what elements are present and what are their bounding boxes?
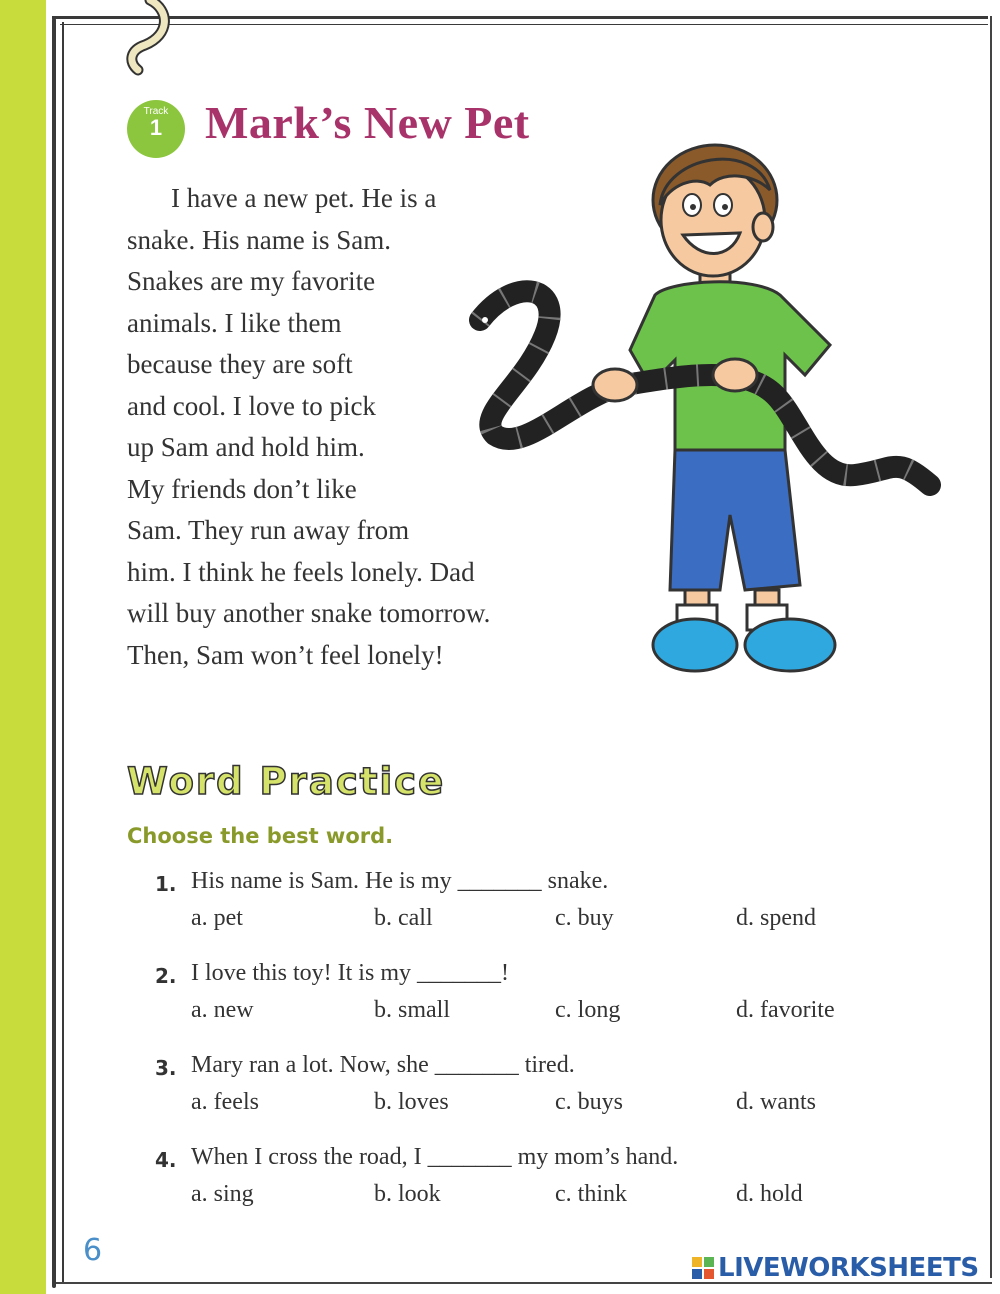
- track-number: 1: [149, 115, 163, 140]
- question-text: I love this toy! It is my _______!: [191, 960, 509, 986]
- instruction-text: Choose the best word.: [127, 824, 394, 848]
- section-title: Word Practice: [127, 760, 446, 803]
- frame-border-top: [52, 16, 988, 19]
- frame-border-left: [52, 18, 56, 1288]
- question-number: 2.: [155, 964, 177, 988]
- page-number: 6: [83, 1233, 103, 1268]
- story-line: Snakes are my favorite: [127, 266, 376, 296]
- option-d[interactable]: d. hold: [736, 1181, 803, 1207]
- option-b[interactable]: b. small: [374, 997, 450, 1023]
- option-c[interactable]: c. buys: [555, 1089, 623, 1115]
- option-a[interactable]: a. new: [191, 997, 254, 1023]
- story-line: because they are soft: [127, 349, 353, 379]
- option-b[interactable]: b. call: [374, 905, 433, 931]
- story-line: Then, Sam won’t feel lonely!: [127, 639, 444, 670]
- option-c[interactable]: c. think: [555, 1181, 627, 1207]
- liveworksheets-logo-icon: [692, 1257, 714, 1279]
- story-line: Sam. They run away from: [127, 515, 410, 545]
- option-b[interactable]: b. loves: [374, 1089, 449, 1115]
- question-text: When I cross the road, I _______ my mom’s hand.: [191, 1144, 679, 1170]
- frame-border-top-inner: [60, 24, 988, 25]
- question-number: 3.: [155, 1056, 177, 1080]
- story-line: snake. His name is Sam.: [127, 224, 391, 255]
- frame-border-right: [990, 16, 992, 1278]
- option-b[interactable]: b. look: [374, 1181, 441, 1207]
- option-d[interactable]: d. favorite: [736, 997, 835, 1023]
- frame-border-left-inner: [62, 22, 64, 1284]
- page-side-band: [0, 0, 46, 1294]
- story-line: will buy another snake tomorrow.: [127, 598, 491, 628]
- hook-decoration-icon: [110, 0, 190, 80]
- option-c[interactable]: c. buy: [555, 905, 614, 931]
- boy-with-snake-illustration: [455, 135, 945, 685]
- answer-options: [191, 905, 891, 935]
- brand-name: LIVEWORKSHEETS: [718, 1253, 979, 1283]
- story-line: animals. I like them: [127, 307, 342, 338]
- question-text: His name is Sam. He is my _______ snake.: [191, 868, 609, 894]
- option-d[interactable]: d. wants: [736, 1089, 816, 1115]
- question-number: 1.: [155, 872, 177, 896]
- story-line: him. I think he feels lonely. Dad: [127, 556, 475, 587]
- option-a[interactable]: a. feels: [191, 1089, 259, 1115]
- track-label: Track: [143, 106, 169, 117]
- brand-logo[interactable]: [692, 1253, 979, 1283]
- option-c[interactable]: c. long: [555, 997, 621, 1023]
- story-title: Mark’s New Pet: [205, 97, 530, 148]
- answer-options: [191, 1089, 891, 1119]
- answer-options: [191, 1181, 891, 1211]
- story-line: My friends don’t like: [127, 473, 357, 504]
- story-line: up Sam and hold him.: [127, 432, 365, 462]
- option-a[interactable]: a. pet: [191, 905, 243, 931]
- story-line: I have a new pet. He is a: [171, 183, 437, 213]
- option-a[interactable]: a. sing: [191, 1181, 254, 1207]
- question-number: 4.: [155, 1148, 177, 1172]
- story-line: and cool. I love to pick: [127, 390, 376, 421]
- option-d[interactable]: d. spend: [736, 905, 816, 931]
- question-text: Mary ran a lot. Now, she _______ tired.: [191, 1052, 575, 1078]
- answer-options: [191, 997, 891, 1027]
- audio-track-badge[interactable]: [127, 100, 185, 158]
